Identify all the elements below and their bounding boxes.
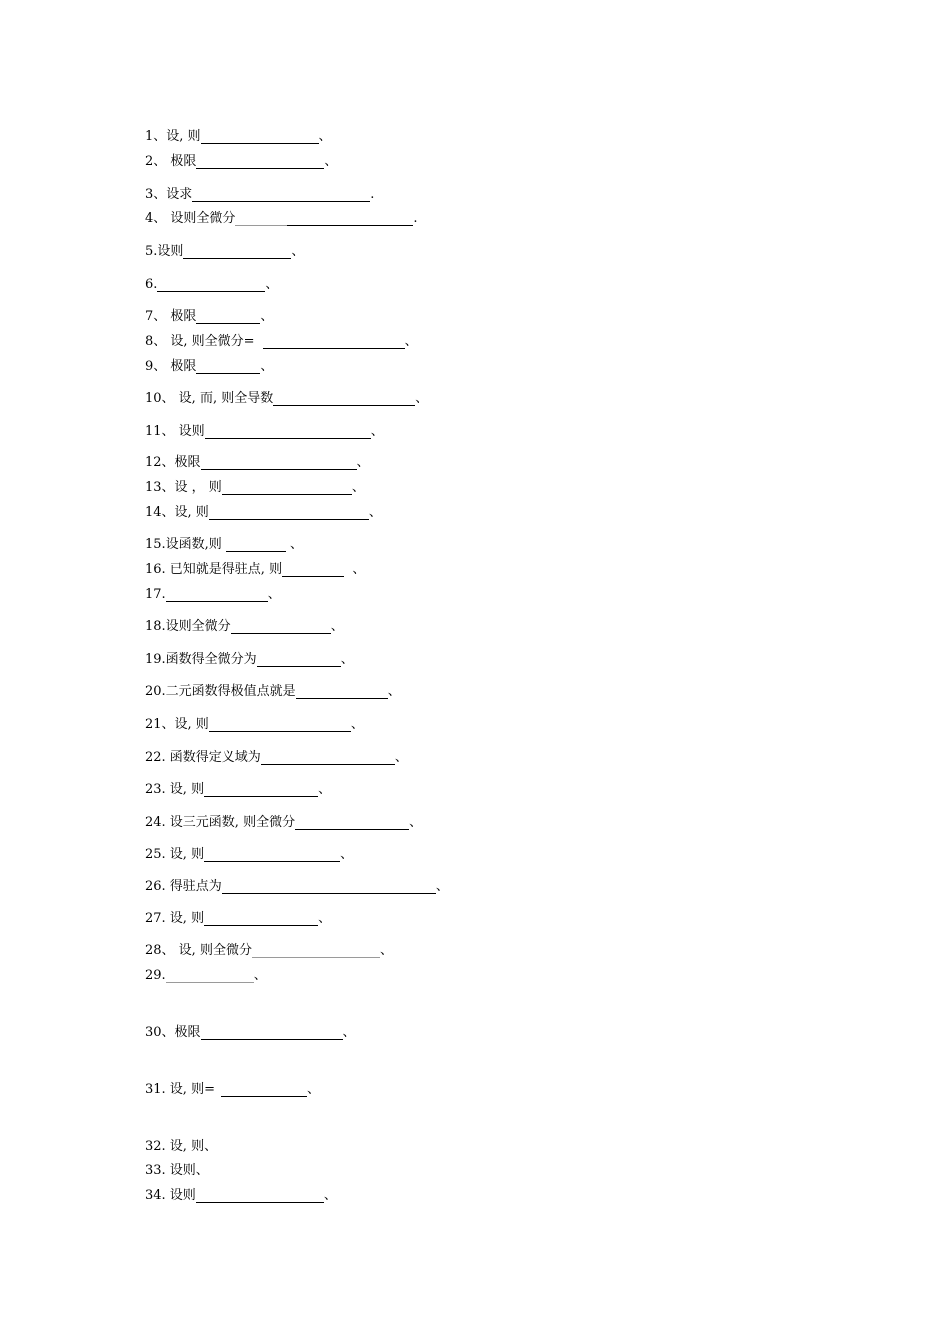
answer-blank[interactable] bbox=[204, 911, 318, 926]
question-label: 31. 设, 则= bbox=[145, 1082, 215, 1097]
question-punctuation: 、 bbox=[267, 587, 281, 602]
question-label: 30、极限 bbox=[145, 1025, 201, 1040]
answer-blank[interactable] bbox=[183, 244, 291, 259]
question-punctuation: 、 bbox=[318, 782, 332, 797]
question-punctuation: 、 bbox=[342, 1025, 356, 1040]
answer-blank[interactable] bbox=[257, 652, 341, 667]
question-label: 8、 设, 则全微分= bbox=[145, 334, 255, 349]
question-21 bbox=[145, 716, 364, 734]
question-13 bbox=[145, 479, 365, 497]
question-16 bbox=[145, 561, 365, 579]
question-punctuation: 、 bbox=[265, 277, 279, 292]
answer-blank[interactable] bbox=[261, 750, 395, 765]
question-punctuation: 、 bbox=[291, 244, 305, 259]
answer-blank[interactable] bbox=[209, 717, 351, 732]
question-punctuation: . bbox=[413, 211, 418, 226]
question-punctuation: . bbox=[370, 187, 375, 202]
question-punctuation: 、 bbox=[285, 537, 303, 552]
answer-blank[interactable] bbox=[192, 187, 370, 202]
question-7 bbox=[145, 308, 273, 326]
answer-blank[interactable] bbox=[201, 455, 357, 470]
question-label: 25. 设, 则 bbox=[145, 847, 205, 862]
question-28 bbox=[145, 942, 393, 960]
question-12 bbox=[145, 454, 370, 472]
question-20 bbox=[145, 683, 401, 701]
question-33 bbox=[145, 1162, 209, 1180]
answer-blank[interactable] bbox=[201, 1025, 343, 1040]
question-label: 13、设 ， 则 bbox=[145, 480, 222, 495]
question-punctuation: 、 bbox=[404, 334, 418, 349]
question-label: 21、设, 则 bbox=[145, 717, 209, 732]
question-3 bbox=[145, 186, 374, 204]
question-label: 27. 设, 则 bbox=[145, 911, 205, 926]
question-punctuation: 、 bbox=[344, 562, 366, 577]
question-punctuation: 、 bbox=[306, 1082, 320, 1097]
question-17 bbox=[145, 586, 281, 604]
question-10 bbox=[145, 390, 428, 408]
question-6 bbox=[145, 276, 278, 294]
question-26 bbox=[145, 878, 449, 896]
question-11 bbox=[145, 423, 384, 441]
question-label: 5.设则 bbox=[145, 244, 184, 259]
answer-blank[interactable] bbox=[196, 359, 260, 374]
question-label: 3、设求 bbox=[145, 187, 193, 202]
question-24 bbox=[145, 814, 422, 832]
question-label: 11、 设则 bbox=[145, 424, 205, 439]
question-punctuation: 、 bbox=[324, 154, 338, 169]
question-32 bbox=[145, 1138, 217, 1156]
question-23 bbox=[145, 781, 331, 799]
question-punctuation: 、 bbox=[409, 815, 423, 830]
answer-blank[interactable] bbox=[201, 129, 319, 144]
question-label: 20.二元函数得极值点就是 bbox=[145, 684, 296, 699]
question-label: 14、设, 则 bbox=[145, 505, 209, 520]
question-19 bbox=[145, 651, 354, 669]
answer-blank[interactable] bbox=[204, 782, 318, 797]
question-2 bbox=[145, 153, 337, 171]
answer-blank[interactable] bbox=[282, 562, 344, 577]
question-label: 7、 极限 bbox=[145, 309, 197, 324]
question-punctuation: 、 bbox=[260, 309, 274, 324]
answer-blank[interactable] bbox=[252, 943, 380, 958]
answer-blank[interactable] bbox=[166, 587, 268, 602]
question-label: 22. 函数得定义域为 bbox=[145, 750, 261, 765]
question-punctuation: 、 bbox=[253, 968, 267, 983]
question-30 bbox=[145, 1024, 356, 1042]
question-label: 4、 设则全微分 bbox=[145, 211, 236, 226]
answer-blank[interactable] bbox=[196, 1188, 324, 1203]
question-18 bbox=[145, 618, 344, 636]
question-4 bbox=[145, 210, 418, 228]
question-punctuation: 、 bbox=[350, 717, 364, 732]
question-label: 34. 设则 bbox=[145, 1188, 196, 1203]
question-label: 18.设则全微分 bbox=[145, 619, 231, 634]
answer-blank[interactable] bbox=[196, 154, 324, 169]
question-label: 1、设, 则 bbox=[145, 129, 201, 144]
answer-blank[interactable] bbox=[231, 619, 331, 634]
question-punctuation: 、 bbox=[260, 359, 274, 374]
question-8 bbox=[145, 333, 418, 351]
answer-blank[interactable] bbox=[221, 1082, 307, 1097]
question-punctuation: 、 bbox=[340, 847, 354, 862]
question-punctuation: 、 bbox=[394, 750, 408, 765]
question-31 bbox=[145, 1081, 320, 1099]
answer-blank[interactable] bbox=[295, 815, 409, 830]
question-label: 19.函数得全微分为 bbox=[145, 652, 257, 667]
question-punctuation: 、 bbox=[330, 619, 344, 634]
question-9 bbox=[145, 358, 273, 376]
question-label: 15.设函数,则 bbox=[145, 537, 222, 552]
question-label: 6. bbox=[145, 277, 158, 292]
question-punctuation: 、 bbox=[340, 652, 354, 667]
question-label: 28、 设, 则全微分 bbox=[145, 943, 252, 958]
question-label: 16. 已知就是得驻点, 则 bbox=[145, 562, 283, 577]
question-label: 9、 极限 bbox=[145, 359, 197, 374]
question-1 bbox=[145, 128, 332, 146]
answer-blank[interactable] bbox=[204, 847, 340, 862]
answer-blank-prefix bbox=[235, 211, 287, 226]
question-label: 32. 设, 则、 bbox=[145, 1139, 218, 1154]
question-punctuation: 、 bbox=[356, 455, 370, 470]
question-label: 12、极限 bbox=[145, 455, 201, 470]
question-25 bbox=[145, 846, 353, 864]
answer-blank[interactable] bbox=[205, 424, 371, 439]
question-label: 26. 得驻点为 bbox=[145, 879, 222, 894]
answer-blank[interactable] bbox=[222, 480, 352, 495]
answer-blank[interactable] bbox=[263, 334, 405, 349]
answer-blank[interactable] bbox=[226, 537, 286, 552]
question-punctuation: 、 bbox=[368, 505, 382, 520]
answer-blank[interactable] bbox=[157, 277, 265, 292]
answer-blank[interactable] bbox=[273, 391, 415, 406]
question-punctuation: 、 bbox=[435, 879, 449, 894]
question-punctuation: 、 bbox=[323, 1188, 337, 1203]
answer-blank[interactable] bbox=[287, 211, 413, 226]
question-punctuation: 、 bbox=[351, 480, 365, 495]
question-label: 2、 极限 bbox=[145, 154, 197, 169]
question-label: 17. bbox=[145, 587, 166, 602]
question-label: 29. bbox=[145, 968, 166, 983]
question-14 bbox=[145, 504, 382, 522]
answer-blank[interactable] bbox=[222, 879, 436, 894]
question-punctuation: 、 bbox=[379, 943, 393, 958]
question-label: 33. 设则、 bbox=[145, 1163, 209, 1178]
question-punctuation: 、 bbox=[370, 424, 384, 439]
question-label: 23. 设, 则 bbox=[145, 782, 205, 797]
question-punctuation: 、 bbox=[387, 684, 401, 699]
question-punctuation: 、 bbox=[318, 129, 332, 144]
question-27 bbox=[145, 910, 331, 928]
question-22 bbox=[145, 749, 408, 767]
question-punctuation: 、 bbox=[415, 391, 429, 406]
question-5 bbox=[145, 243, 304, 261]
question-label: 10、 设, 而, 则全导数 bbox=[145, 391, 274, 406]
question-label: 24. 设三元函数, 则全微分 bbox=[145, 815, 296, 830]
question-punctuation: 、 bbox=[318, 911, 332, 926]
answer-blank[interactable] bbox=[209, 505, 369, 520]
answer-blank[interactable] bbox=[166, 968, 254, 983]
question-15 bbox=[145, 536, 303, 554]
answer-blank[interactable] bbox=[296, 684, 388, 699]
question-29 bbox=[145, 967, 267, 985]
answer-blank[interactable] bbox=[196, 309, 260, 324]
question-34 bbox=[145, 1187, 337, 1205]
